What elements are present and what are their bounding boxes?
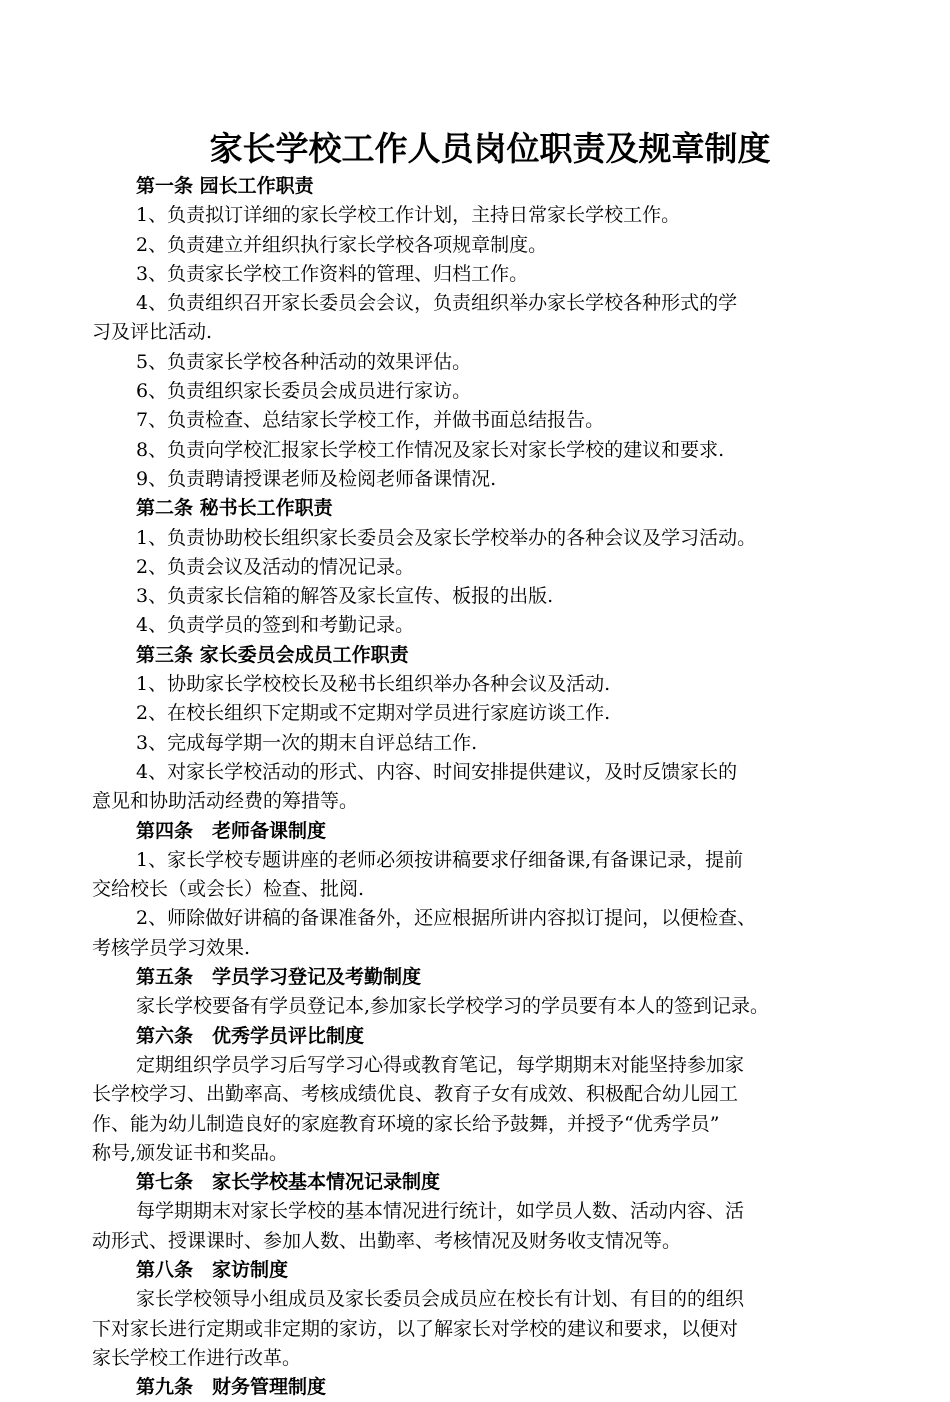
paragraph-line: 8、负责向学校汇报家长学校工作情况及家长对家长学校的建议和要求. xyxy=(136,438,725,461)
section-heading: 第二条 秘书长工作职责 xyxy=(136,497,333,520)
paragraph-line: 5、负责家长学校各种活动的效果评估。 xyxy=(136,350,472,373)
section-heading: 第七条 家长学校基本情况记录制度 xyxy=(136,1171,441,1194)
paragraph-line: 称号,颁发证书和奖品。 xyxy=(92,1141,289,1164)
section-heading: 第八条 家访制度 xyxy=(136,1258,289,1281)
paragraph-line: 1、负责协助校长组织家长委员会及家长学校举办的各种会议及学习活动。 xyxy=(136,526,757,549)
paragraph-line: 习及评比活动. xyxy=(92,321,213,344)
paragraph-line: 下对家长进行定期或非定期的家访，以了解家长对学校的建议和要求，以便对 xyxy=(92,1317,739,1340)
paragraph-line: 9、负责聘请授课老师及检阅老师备课情况. xyxy=(136,467,497,490)
paragraph-line: 长学校学习、出勤率高、考核成绩优良、教育子女有成效、积极配合幼儿园工 xyxy=(92,1083,739,1106)
paragraph-line: 3、负责家长信箱的解答及家长宣传、板报的出版. xyxy=(136,585,554,608)
paragraph-line: 3、完成每学期一次的期末自评总结工作. xyxy=(136,731,478,754)
paragraph-line: 意见和协助活动经费的筹措等。 xyxy=(92,790,359,813)
section-heading: 第四条 老师备课制度 xyxy=(136,819,327,842)
paragraph-line: 每学期期末对家长学校的基本情况进行统计，如学员人数、活动内容、活 xyxy=(136,1200,745,1223)
paragraph-line: 1、负责拟订详细的家长学校工作计划，主持日常家长学校工作。 xyxy=(136,204,681,227)
section-heading: 第九条 财务管理制度 xyxy=(136,1376,327,1399)
paragraph-line: 2、师除做好讲稿的备课准备外，还应根据所讲内容拟订提问，以便检查、 xyxy=(136,907,757,930)
paragraph-line: 1、家长学校专题讲座的老师必须按讲稿要求仔细备课,有备课记录，提前 xyxy=(136,848,744,871)
paragraph-line: 2、在校长组织下定期或不定期对学员进行家庭访谈工作. xyxy=(136,702,611,725)
section-heading: 第一条 园长工作职责 xyxy=(136,175,314,197)
paragraph-line: 4、负责学员的签到和考勤记录。 xyxy=(136,614,415,637)
paragraph-line: 4、对家长学校活动的形式、内容、时间安排提供建议，及时反馈家长的 xyxy=(136,760,738,783)
paragraph-line: 定期组织学员学习后写学习心得或教育笔记，每学期期末对能坚持参加家 xyxy=(136,1053,745,1076)
paragraph-line: 4、负责组织召开家长委员会会议，负责组织举办家长学校各种形式的学 xyxy=(136,292,738,315)
paragraph-line: 家长学校工作进行改革。 xyxy=(92,1346,302,1369)
paragraph-line: 作、能为幼儿制造良好的家庭教育环境的家长给予鼓舞，并授予“优秀学员” xyxy=(92,1112,720,1135)
paragraph-line: 6、负责组织家长委员会成员进行家访。 xyxy=(136,380,472,403)
document-title: 家长学校工作人员岗位职责及规章制度 xyxy=(209,129,771,168)
paragraph-line: 家长学校要备有学员登记本,参加家长学校学习的学员要有本人的签到记录。 xyxy=(136,995,770,1018)
paragraph-line: 交给校长（或会长）检查、批阅. xyxy=(92,878,365,901)
paragraph-line: 1、协助家长学校校长及秘书长组织举办各种会议及活动. xyxy=(136,673,611,696)
paragraph-line: 家长学校领导小组成员及家长委员会成员应在校长有计划、有目的的组织 xyxy=(136,1288,745,1311)
section-heading: 第五条 学员学习登记及考勤制度 xyxy=(136,966,422,989)
paragraph-line: 考核学员学习效果. xyxy=(92,936,251,959)
section-heading: 第三条 家长委员会成员工作职责 xyxy=(136,643,409,666)
paragraph-line: 2、负责会议及活动的情况记录。 xyxy=(136,555,415,578)
document-body xyxy=(92,172,862,1402)
section-heading: 第六条 优秀学员评比制度 xyxy=(136,1024,365,1047)
paragraph-line: 7、负责检查、总结家长学校工作，并做书面总结报告。 xyxy=(136,409,605,432)
paragraph-line: 动形式、授课课时、参加人数、出勤率、考核情况及财务收支情况等。 xyxy=(92,1229,682,1252)
paragraph-line: 3、负责家长学校工作资料的管理、归档工作。 xyxy=(136,262,529,285)
paragraph-line: 2、负责建立并组织执行家长学校各项规章制度。 xyxy=(136,233,548,256)
